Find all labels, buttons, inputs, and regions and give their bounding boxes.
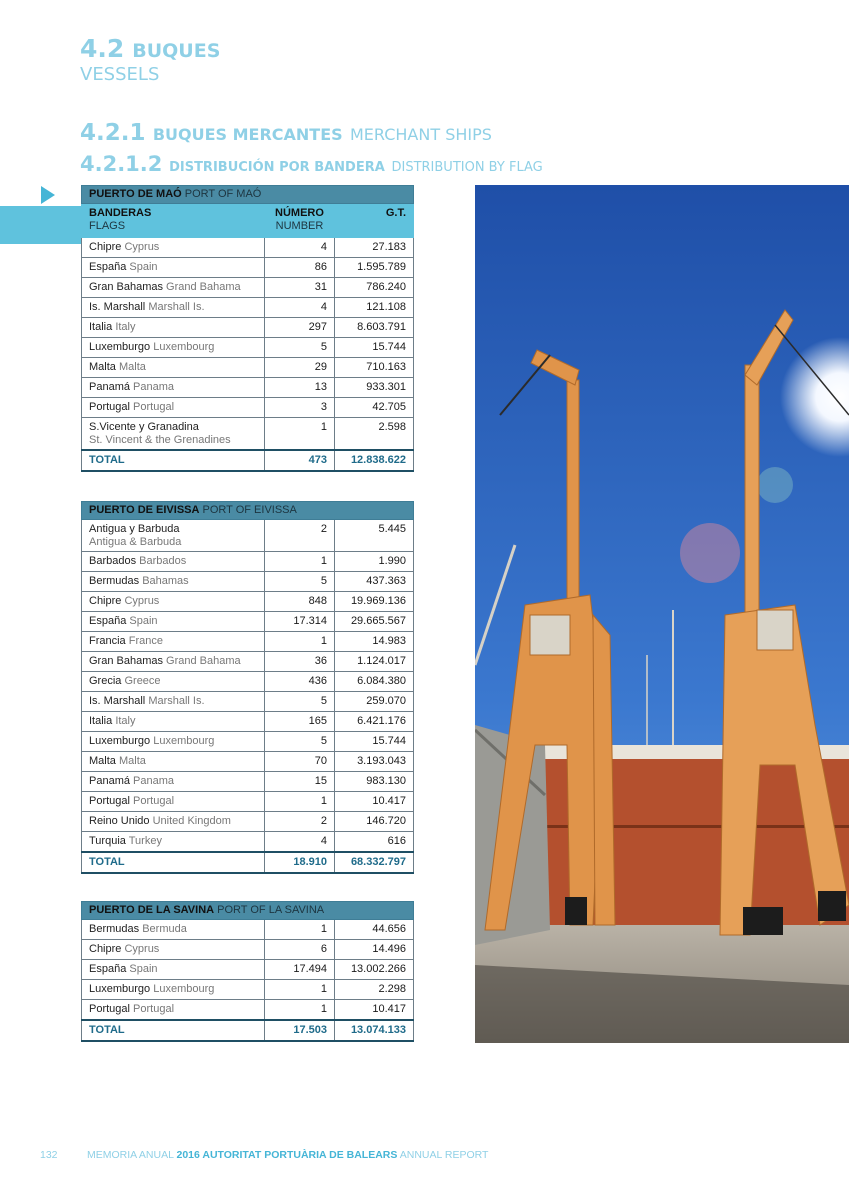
subsubsection-heading bbox=[80, 152, 543, 176]
total-number: 18.910 bbox=[265, 852, 335, 873]
flag-cell bbox=[82, 358, 265, 378]
subsubsection-number: 4.2.1.2 bbox=[80, 152, 163, 176]
table-title bbox=[82, 502, 414, 520]
number-cell: 3 bbox=[265, 398, 335, 418]
table-row bbox=[82, 358, 414, 378]
number-cell: 848 bbox=[265, 592, 335, 612]
flag-cell bbox=[82, 652, 265, 672]
flag-en: Cyprus bbox=[124, 241, 160, 253]
flag-cell bbox=[82, 418, 265, 451]
number-cell: 4 bbox=[265, 298, 335, 318]
flag-en: Marshall Is. bbox=[148, 695, 205, 707]
flag-es: Chipre bbox=[89, 241, 122, 253]
section-number: 4.2 bbox=[80, 34, 125, 63]
flag-cell bbox=[82, 792, 265, 812]
table-row bbox=[82, 960, 414, 980]
gt-cell: 15.744 bbox=[335, 732, 414, 752]
gt-cell: 710.163 bbox=[335, 358, 414, 378]
play-arrow-icon bbox=[41, 186, 55, 204]
number-cell: 165 bbox=[265, 712, 335, 732]
number-cell: 5 bbox=[265, 692, 335, 712]
flag-es: España bbox=[89, 963, 127, 975]
flag-en: Luxembourg bbox=[153, 341, 215, 353]
table-row bbox=[82, 612, 414, 632]
flag-es: España bbox=[89, 261, 127, 273]
flag-es: S.Vicente y Granadina bbox=[89, 421, 199, 433]
table-row bbox=[82, 278, 414, 298]
flag-en: Spain bbox=[129, 261, 158, 273]
number-cell: 5 bbox=[265, 572, 335, 592]
column-header-flags-en: FLAGS bbox=[89, 220, 126, 232]
table-row bbox=[82, 752, 414, 772]
flag-en: Bermuda bbox=[142, 923, 187, 935]
section-heading bbox=[80, 36, 220, 64]
flag-cell bbox=[82, 692, 265, 712]
table-row bbox=[82, 572, 414, 592]
gt-cell: 2.298 bbox=[335, 980, 414, 1000]
gt-cell: 6.421.176 bbox=[335, 712, 414, 732]
gt-cell: 8.603.791 bbox=[335, 318, 414, 338]
flag-cell bbox=[82, 772, 265, 792]
footer-pre: MEMORIA ANUAL bbox=[87, 1149, 174, 1161]
number-cell: 6 bbox=[265, 940, 335, 960]
flag-es: Panamá bbox=[89, 775, 130, 787]
number-cell: 1 bbox=[265, 552, 335, 572]
table-port-la-savina bbox=[81, 901, 414, 1042]
flag-es: Bermudas bbox=[89, 923, 140, 935]
section-title-es: BUQUES bbox=[132, 40, 221, 62]
total-label: TOTAL bbox=[82, 852, 265, 873]
number-cell: 1 bbox=[265, 632, 335, 652]
flag-en: United Kingdom bbox=[152, 815, 231, 827]
column-header-number-en: NUMBER bbox=[275, 220, 324, 232]
flag-cell bbox=[82, 940, 265, 960]
gt-cell: 6.084.380 bbox=[335, 672, 414, 692]
gt-cell: 933.301 bbox=[335, 378, 414, 398]
flag-en: Malta bbox=[118, 755, 146, 767]
table-row bbox=[82, 812, 414, 832]
gt-cell: 3.193.043 bbox=[335, 752, 414, 772]
gt-cell: 983.130 bbox=[335, 772, 414, 792]
flag-cell bbox=[82, 920, 265, 940]
flag-en: St. Vincent & the Grenadines bbox=[89, 434, 231, 446]
table-row bbox=[82, 418, 414, 451]
table-row bbox=[82, 552, 414, 572]
total-gt: 13.074.133 bbox=[335, 1020, 414, 1041]
footer-post: ANNUAL REPORT bbox=[399, 1149, 489, 1161]
number-cell: 36 bbox=[265, 652, 335, 672]
number-cell: 1 bbox=[265, 1000, 335, 1021]
flag-en: Portugal bbox=[133, 1003, 175, 1015]
table-title-row bbox=[82, 502, 414, 520]
gt-cell: 121.108 bbox=[335, 298, 414, 318]
table-row bbox=[82, 632, 414, 652]
gt-cell: 786.240 bbox=[335, 278, 414, 298]
flag-es: Italia bbox=[89, 715, 113, 727]
table-title-es: PUERTO DE LA SAVINA bbox=[89, 904, 215, 916]
flag-cell bbox=[82, 572, 265, 592]
number-cell: 29 bbox=[265, 358, 335, 378]
total-number: 473 bbox=[265, 450, 335, 471]
flag-cell bbox=[82, 672, 265, 692]
total-row bbox=[82, 450, 414, 471]
flag-es: Gran Bahamas bbox=[89, 281, 163, 293]
gt-cell: 1.124.017 bbox=[335, 652, 414, 672]
flag-en: France bbox=[128, 635, 163, 647]
flag-en: Greece bbox=[124, 675, 161, 687]
flag-cell bbox=[82, 338, 265, 358]
flag-en: Cyprus bbox=[124, 943, 160, 955]
gt-cell: 27.183 bbox=[335, 238, 414, 258]
flag-es: Malta bbox=[89, 755, 116, 767]
table-title-en: PORT OF MAÓ bbox=[184, 188, 262, 200]
flag-cell bbox=[82, 398, 265, 418]
number-cell: 86 bbox=[265, 258, 335, 278]
flag-es: España bbox=[89, 615, 127, 627]
flag-es: Malta bbox=[89, 361, 116, 373]
column-header-number bbox=[265, 204, 335, 238]
flag-en: Malta bbox=[118, 361, 146, 373]
table-row bbox=[82, 652, 414, 672]
table-port-mao bbox=[81, 185, 414, 472]
flag-es: Luxemburgo bbox=[89, 341, 151, 353]
flag-es: Grecia bbox=[89, 675, 122, 687]
decorative-band bbox=[0, 206, 82, 244]
flag-cell bbox=[82, 832, 265, 853]
page-number: 132 bbox=[40, 1149, 58, 1161]
table-title-en: PORT OF EIVISSA bbox=[202, 504, 297, 516]
flag-es: Antigua y Barbuda bbox=[89, 523, 180, 535]
gt-cell: 146.720 bbox=[335, 812, 414, 832]
flag-en: Italy bbox=[115, 715, 136, 727]
gt-cell: 1.595.789 bbox=[335, 258, 414, 278]
number-cell: 436 bbox=[265, 672, 335, 692]
flag-cell bbox=[82, 238, 265, 258]
table-port-eivissa bbox=[81, 501, 414, 874]
flag-en: Bahamas bbox=[142, 575, 189, 587]
gt-cell: 10.417 bbox=[335, 792, 414, 812]
table-row bbox=[82, 318, 414, 338]
number-cell: 15 bbox=[265, 772, 335, 792]
number-cell: 1 bbox=[265, 418, 335, 451]
table-row bbox=[82, 378, 414, 398]
footer-bold: 2016 AUTORITAT PORTUÀRIA DE BALEARS bbox=[176, 1149, 398, 1161]
total-row bbox=[82, 852, 414, 873]
flag-en: Portugal bbox=[133, 401, 175, 413]
gt-cell: 44.656 bbox=[335, 920, 414, 940]
column-header-row bbox=[82, 204, 414, 238]
gt-cell: 5.445 bbox=[335, 520, 414, 552]
table-title-row bbox=[82, 902, 414, 920]
table-row bbox=[82, 792, 414, 812]
number-cell: 17.494 bbox=[265, 960, 335, 980]
gt-cell: 13.002.266 bbox=[335, 960, 414, 980]
section-title-en: VESSELS bbox=[80, 64, 160, 85]
number-cell: 4 bbox=[265, 832, 335, 853]
table-row bbox=[82, 692, 414, 712]
flag-cell bbox=[82, 1000, 265, 1021]
flag-es: Gran Bahamas bbox=[89, 655, 163, 667]
column-header-flags bbox=[82, 204, 265, 238]
flag-en: Italy bbox=[115, 321, 136, 333]
total-gt: 12.838.622 bbox=[335, 450, 414, 471]
flag-cell bbox=[82, 632, 265, 652]
subsection-heading bbox=[80, 120, 492, 146]
table-title bbox=[82, 902, 414, 920]
gt-cell: 42.705 bbox=[335, 398, 414, 418]
flag-es: Portugal bbox=[89, 1003, 130, 1015]
flag-es: Luxemburgo bbox=[89, 735, 151, 747]
gt-cell: 14.983 bbox=[335, 632, 414, 652]
column-header-gt: G.T. bbox=[335, 204, 414, 238]
flag-cell bbox=[82, 612, 265, 632]
flag-es: Francia bbox=[89, 635, 126, 647]
gt-cell: 15.744 bbox=[335, 338, 414, 358]
table-row bbox=[82, 980, 414, 1000]
gt-cell: 19.969.136 bbox=[335, 592, 414, 612]
flag-cell bbox=[82, 298, 265, 318]
flag-en: Turkey bbox=[128, 835, 162, 847]
gt-cell: 10.417 bbox=[335, 1000, 414, 1021]
flag-cell bbox=[82, 980, 265, 1000]
table-title-es: PUERTO DE MAÓ bbox=[89, 188, 182, 200]
flag-cell bbox=[82, 552, 265, 572]
flag-cell bbox=[82, 378, 265, 398]
flag-en: Luxembourg bbox=[153, 735, 215, 747]
column-header-flags-es: BANDERAS bbox=[89, 207, 152, 219]
table-row bbox=[82, 398, 414, 418]
number-cell: 5 bbox=[265, 732, 335, 752]
flag-en: Spain bbox=[129, 963, 158, 975]
number-cell: 70 bbox=[265, 752, 335, 772]
flag-cell bbox=[82, 278, 265, 298]
flag-es: Luxemburgo bbox=[89, 983, 151, 995]
table-row bbox=[82, 772, 414, 792]
flag-es: Bermudas bbox=[89, 575, 140, 587]
total-number: 17.503 bbox=[265, 1020, 335, 1041]
flag-es: Panamá bbox=[89, 381, 130, 393]
number-cell: 297 bbox=[265, 318, 335, 338]
table-row bbox=[82, 520, 414, 552]
number-cell: 13 bbox=[265, 378, 335, 398]
flag-cell bbox=[82, 732, 265, 752]
number-cell: 31 bbox=[265, 278, 335, 298]
flag-en: Grand Bahama bbox=[166, 281, 241, 293]
number-cell: 2 bbox=[265, 812, 335, 832]
flag-en: Cyprus bbox=[124, 595, 160, 607]
gt-cell: 437.363 bbox=[335, 572, 414, 592]
flag-en: Marshall Is. bbox=[148, 301, 205, 313]
table-row bbox=[82, 940, 414, 960]
total-label: TOTAL bbox=[82, 1020, 265, 1041]
table-row bbox=[82, 258, 414, 278]
flag-cell bbox=[82, 520, 265, 552]
number-cell: 17.314 bbox=[265, 612, 335, 632]
flag-en: Antigua & Barbuda bbox=[89, 536, 182, 548]
flag-es: Reino Unido bbox=[89, 815, 150, 827]
table-row bbox=[82, 732, 414, 752]
number-cell: 5 bbox=[265, 338, 335, 358]
footer-text bbox=[87, 1149, 488, 1161]
number-cell: 1 bbox=[265, 980, 335, 1000]
number-cell: 4 bbox=[265, 238, 335, 258]
table-title bbox=[82, 186, 414, 204]
table-row bbox=[82, 338, 414, 358]
flag-en: Spain bbox=[129, 615, 158, 627]
flag-es: Chipre bbox=[89, 943, 122, 955]
gt-cell: 1.990 bbox=[335, 552, 414, 572]
flag-es: Barbados bbox=[89, 555, 137, 567]
flag-en: Panama bbox=[133, 775, 175, 787]
flag-en: Luxembourg bbox=[153, 983, 215, 995]
flag-en: Barbados bbox=[139, 555, 187, 567]
subsection-number: 4.2.1 bbox=[80, 120, 146, 146]
table-row bbox=[82, 712, 414, 732]
flag-cell bbox=[82, 752, 265, 772]
flag-es: Is. Marshall bbox=[89, 301, 146, 313]
flag-en: Portugal bbox=[133, 795, 175, 807]
subsubsection-title-en: DISTRIBUTION BY FLAG bbox=[391, 160, 543, 175]
gt-cell: 259.070 bbox=[335, 692, 414, 712]
total-gt: 68.332.797 bbox=[335, 852, 414, 873]
column-header-number-es: NÚMERO bbox=[275, 207, 324, 219]
flag-cell bbox=[82, 592, 265, 612]
table-row bbox=[82, 1000, 414, 1021]
flag-cell bbox=[82, 712, 265, 732]
gt-cell: 616 bbox=[335, 832, 414, 853]
gt-cell: 2.598 bbox=[335, 418, 414, 451]
number-cell: 1 bbox=[265, 920, 335, 940]
subsubsection-title-es: DISTRIBUCIÓN POR BANDERA bbox=[169, 160, 385, 175]
flag-en: Grand Bahama bbox=[166, 655, 241, 667]
flag-es: Portugal bbox=[89, 401, 130, 413]
flag-cell bbox=[82, 812, 265, 832]
table-row bbox=[82, 238, 414, 258]
flag-es: Italia bbox=[89, 321, 113, 333]
subsection-title-es: BUQUES MERCANTES bbox=[152, 125, 343, 144]
table-title-en: PORT OF LA SAVINA bbox=[217, 904, 325, 916]
flag-es: Portugal bbox=[89, 795, 130, 807]
number-cell: 1 bbox=[265, 792, 335, 812]
table-row bbox=[82, 298, 414, 318]
flag-es: Is. Marshall bbox=[89, 695, 146, 707]
table-title-row bbox=[82, 186, 414, 204]
flag-cell bbox=[82, 258, 265, 278]
flag-cell bbox=[82, 960, 265, 980]
table-title-es: PUERTO DE EIVISSA bbox=[89, 504, 200, 516]
subsection-title-en: MERCHANT SHIPS bbox=[349, 125, 492, 144]
total-label: TOTAL bbox=[82, 450, 265, 471]
number-cell: 2 bbox=[265, 520, 335, 552]
flag-es: Turquia bbox=[89, 835, 126, 847]
total-row bbox=[82, 1020, 414, 1041]
flag-es: Chipre bbox=[89, 595, 122, 607]
table-row bbox=[82, 832, 414, 853]
flag-cell bbox=[82, 318, 265, 338]
table-row bbox=[82, 920, 414, 940]
gt-cell: 14.496 bbox=[335, 940, 414, 960]
table-row bbox=[82, 592, 414, 612]
port-cranes-photo bbox=[475, 185, 849, 1043]
flag-en: Panama bbox=[133, 381, 175, 393]
gt-cell: 29.665.567 bbox=[335, 612, 414, 632]
table-row bbox=[82, 672, 414, 692]
